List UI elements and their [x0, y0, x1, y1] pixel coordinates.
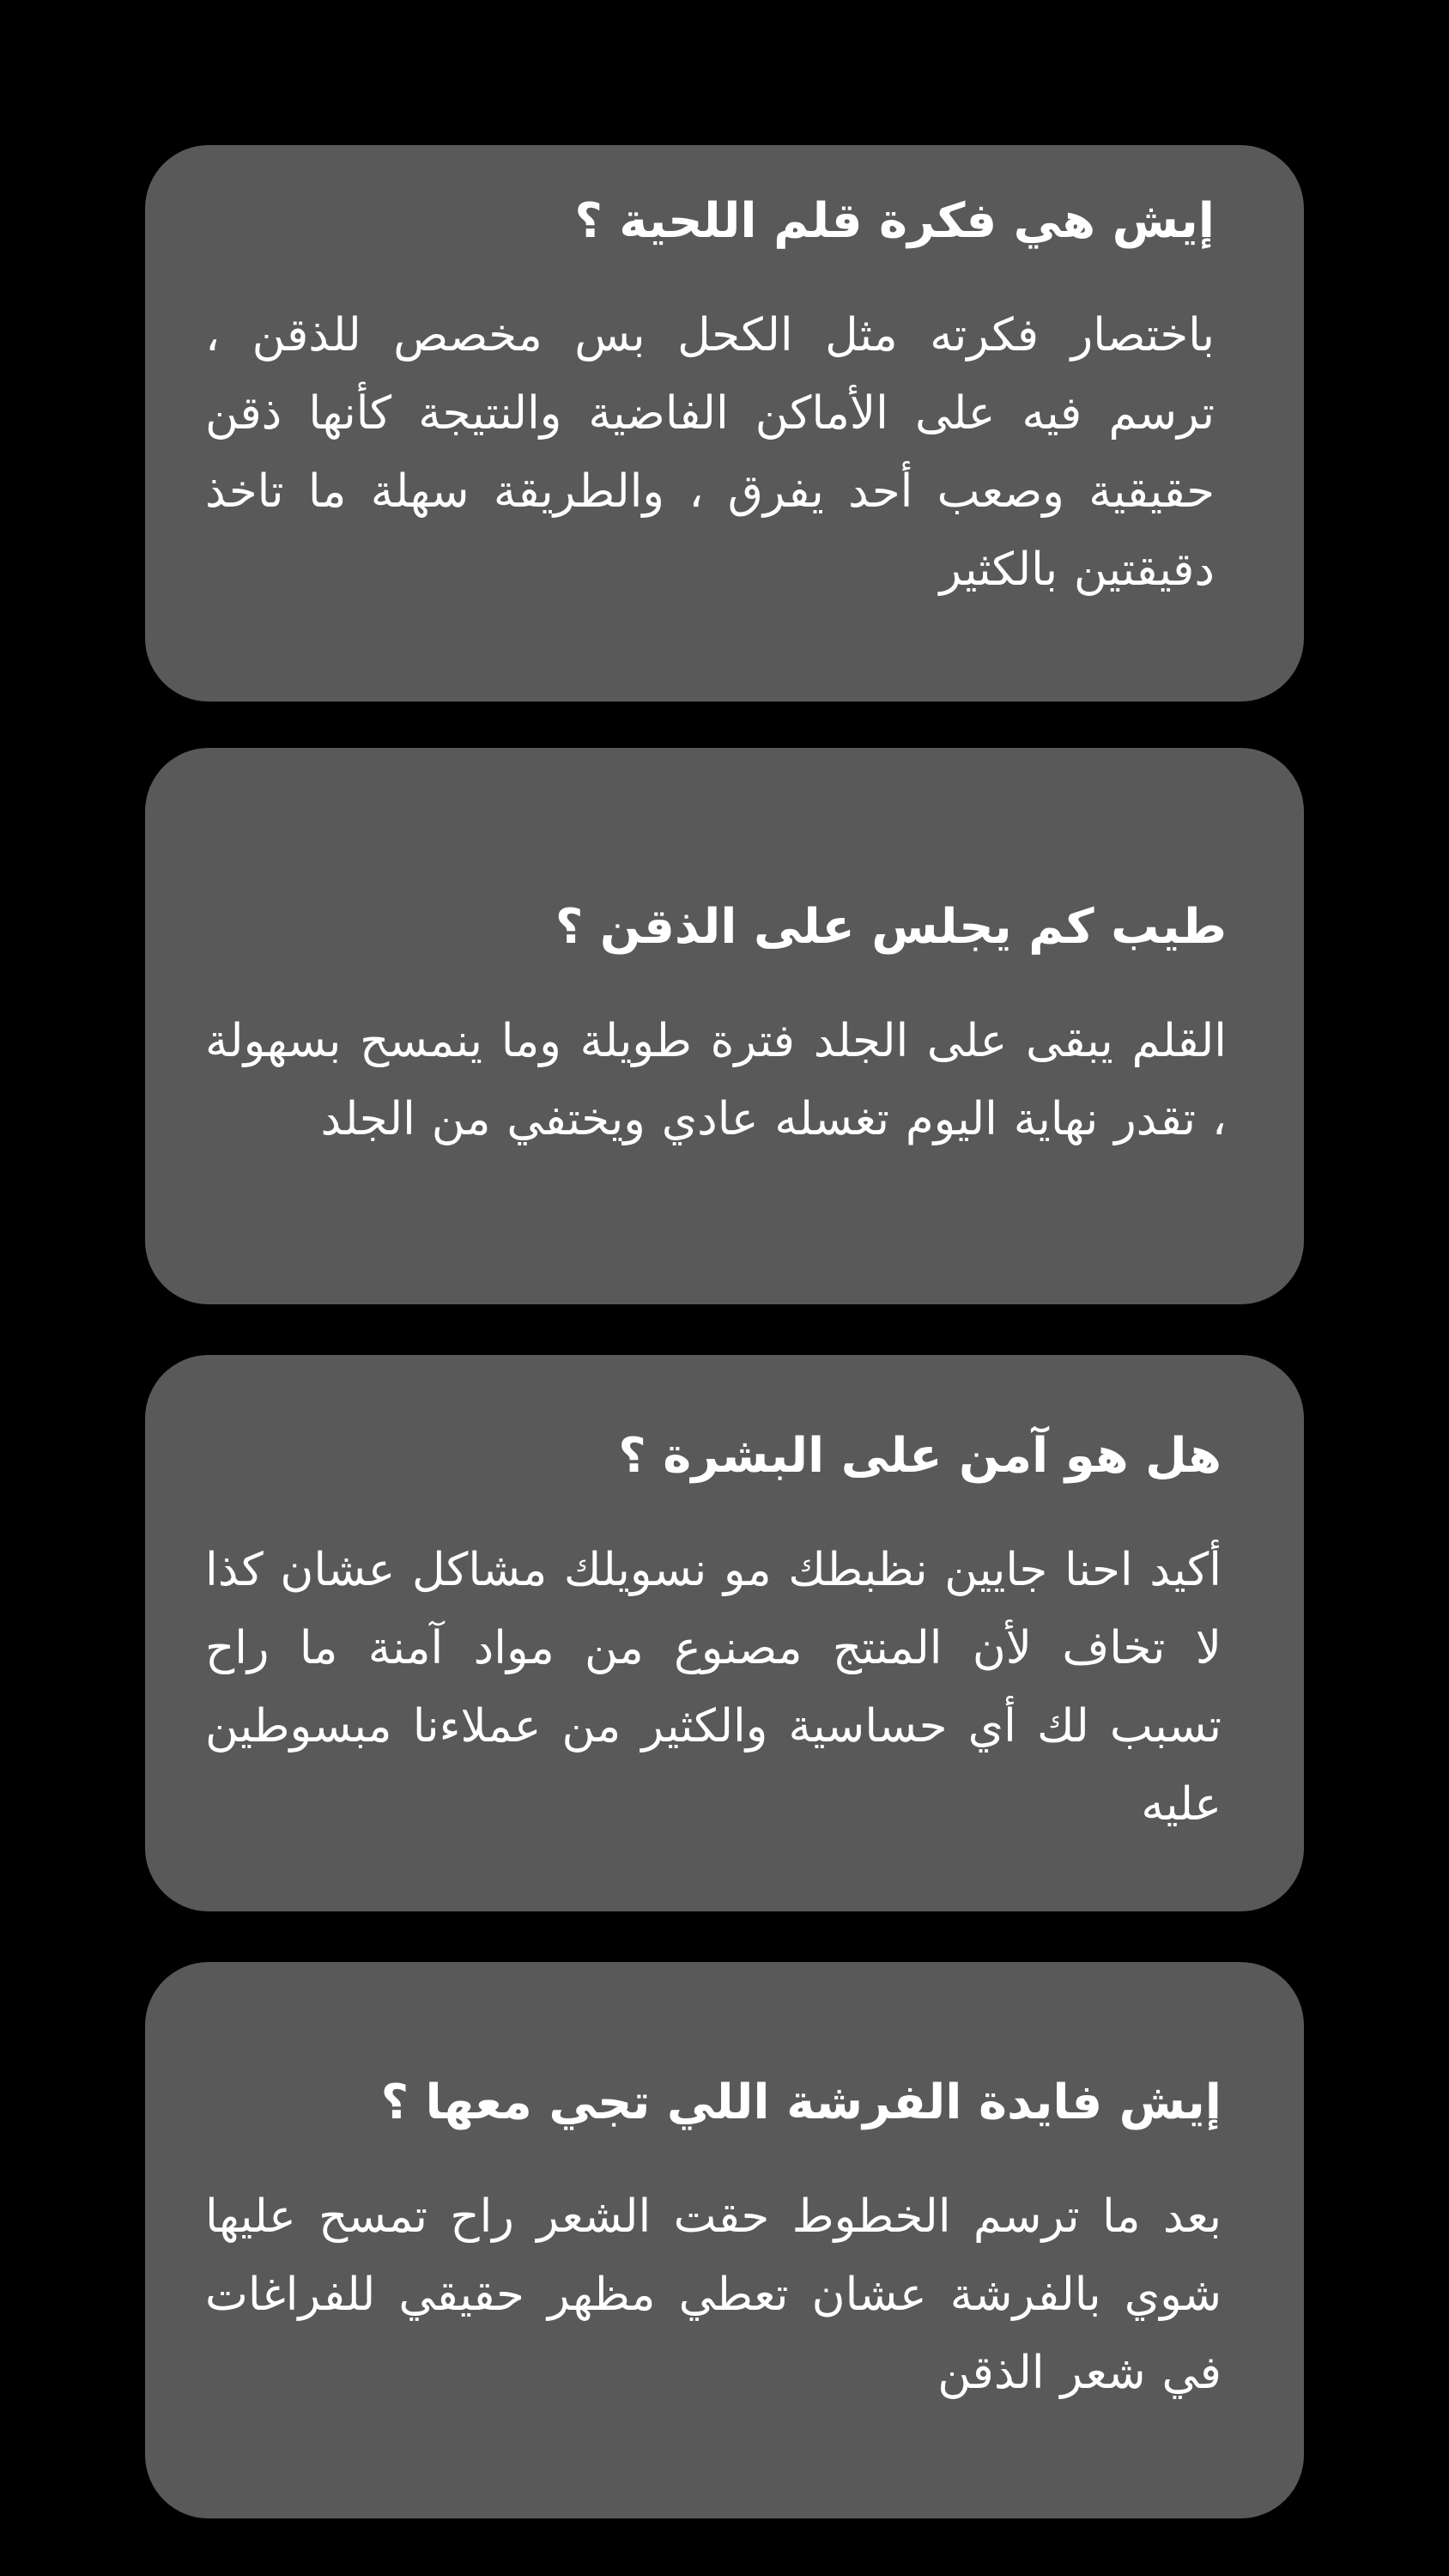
faq-answer: أكيد احنا جايين نظبطك مو نسويلك مشاكل عشان كذا لا تخاف لأن المنتج مصنوع من مواد آمنة ما راح تسبب لك أي حساسية والكثير من عملاءنا مبسوطين عليه	[205, 1544, 1222, 1831]
faq-question: طيب كم يجلس على الذقن ؟	[555, 899, 1227, 955]
faq-question: إيش هي فكرة قلم اللحية ؟	[574, 193, 1215, 249]
faq-question: إيش فايدة الفرشة اللي تجي معها ؟	[380, 2074, 1222, 2130]
faq-answer: القلم يبقى على الجلد فترة طويلة وما ينمسح بسهولة ، تقدر نهاية اليوم تغسله عادي ويختفي من الجلد	[205, 1015, 1227, 1145]
faq-card-pen-idea	[145, 145, 1304, 702]
faq-card-duration	[145, 748, 1304, 1304]
faq-question: هل هو آمن على البشرة ؟	[618, 1428, 1222, 1484]
faq-answer: بعد ما ترسم الخطوط حقت الشعر راح تمسح عليها شوي بالفرشة عشان تعطي مظهر حقيقي للفراغات في شعر الذقن	[205, 2190, 1222, 2399]
faq-card-brush-benefit	[145, 1962, 1304, 2518]
faq-answer: باختصار فكرته مثل الكحل بس مخصص للذقن ، ترسم فيه على الأماكن الفاضية والنتيجة كأنها ذقن حقيقية وصعب أحد يفرق ، والطريقة سهلة ما تاخذ دقيقتين بالكثير	[205, 309, 1215, 596]
faq-card-skin-safety	[145, 1355, 1304, 1911]
